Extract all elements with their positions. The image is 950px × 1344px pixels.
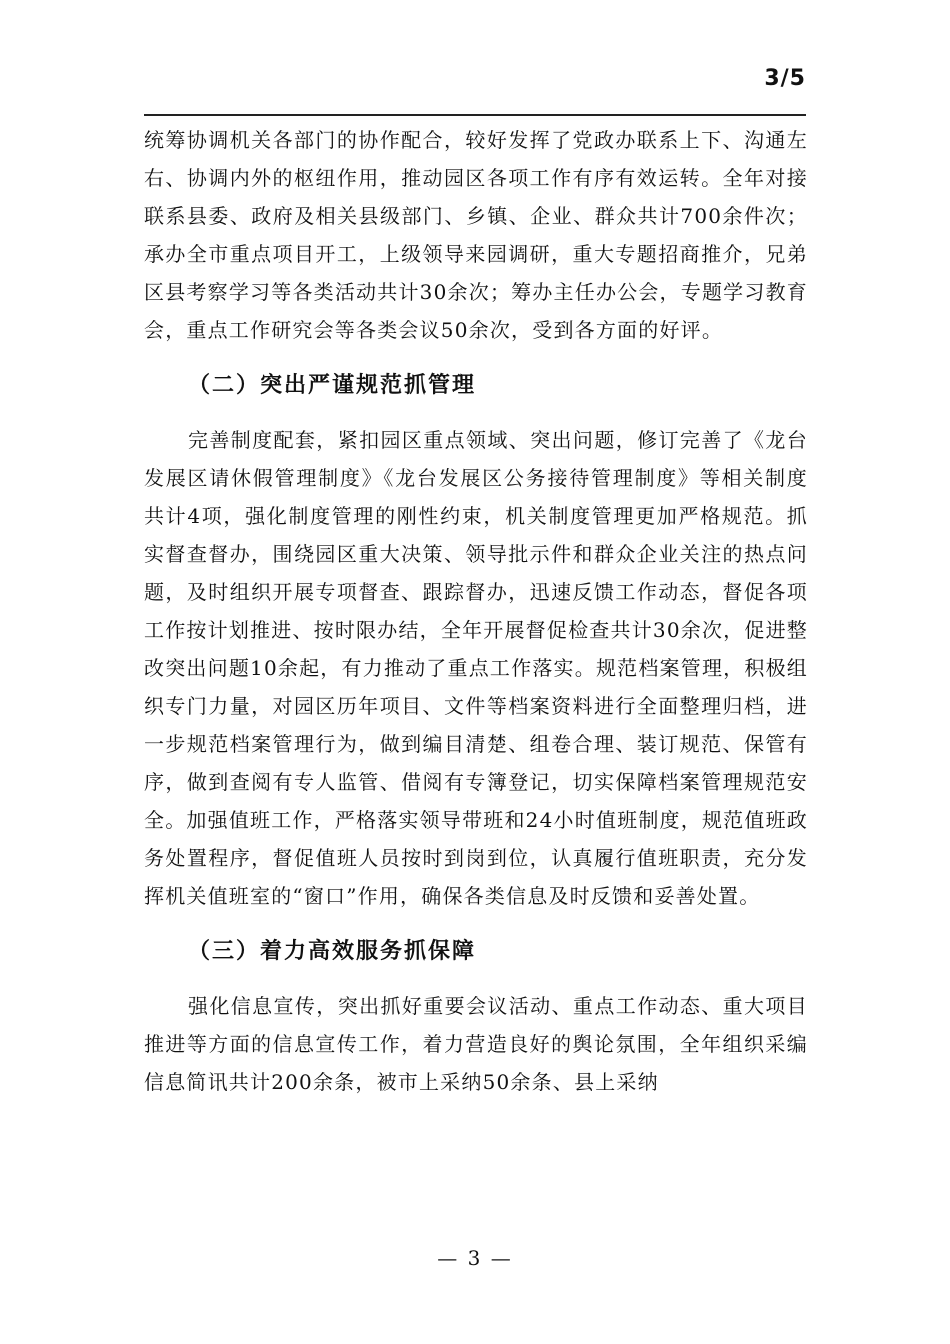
header-divider (144, 114, 806, 116)
paragraph-coordination: 统筹协调机关各部门的协作配合，较好发挥了党政办联系上下、沟通左右、协调内外的枢纽作用，推动园区各项工作有序有效运转。全年对接联系县委、政府及相关县级部门、乡镇、企业、群众共计700余件次；承办全市重点项目开工，上级领导来园调研，重大专题招商推介，兄弟区县考察学习等各类活动共计30余次；筹办主任办公会，专题学习教育会，重点工作研究会等各类会议50余次，受到各方面的好评。 (144, 128, 808, 342)
page-number-footer: — 3 — (437, 1246, 513, 1270)
paragraph-management: 完善制度配套，紧扣园区重点领域、突出问题，修订完善了《龙台发展区请休假管理制度》《龙台发展区公务接待管理制度》等相关制度共计4项，强化制度管理的刚性约束，机关制度管理更加严格规范。抓实督查督办，围绕园区重大决策、领导批示件和群众企业关注的热点问题，及时组织开展专项督查、跟踪督办，迅速反馈工作动态，督促各项工作按计划推进、按时限办结，全年开展督促检查共计30余次，促进整改突出问题10余起，有力推动了重点工作落实。规范档案管理，积极组织专门力量，对园区历年项目、文件等档案资料进行全面整理归档，进一步规范档案管理行为，做到编目清楚、组卷合理、装订规范、保管有序，做到查阅有专人监管、借阅有专簿登记，切实保障档案管理规范安全。加强值班工作，严格落实领导带班和24小时值班制度，规范值班政务处置程序，督促值班人员按时到岗到位，认真履行值班职责，充分发挥机关值班室的“窗口”作用，确保各类信息及时反馈和妥善处置。 (144, 428, 808, 908)
section-heading-management: （二）突出严谨规范抓管理 (188, 373, 477, 398)
section-heading-service: （三）着力高效服务抓保障 (188, 939, 477, 964)
document-body (144, 121, 808, 1101)
page-counter: 3/5 (764, 66, 806, 91)
paragraph-service: 强化信息宣传，突出抓好重要会议活动、重点工作动态、重大项目推进等方面的信息宣传工作，着力营造良好的舆论氛围，全年组织采编信息简讯共计200余条，被市上采纳50余条、县上采纳 (144, 994, 808, 1094)
